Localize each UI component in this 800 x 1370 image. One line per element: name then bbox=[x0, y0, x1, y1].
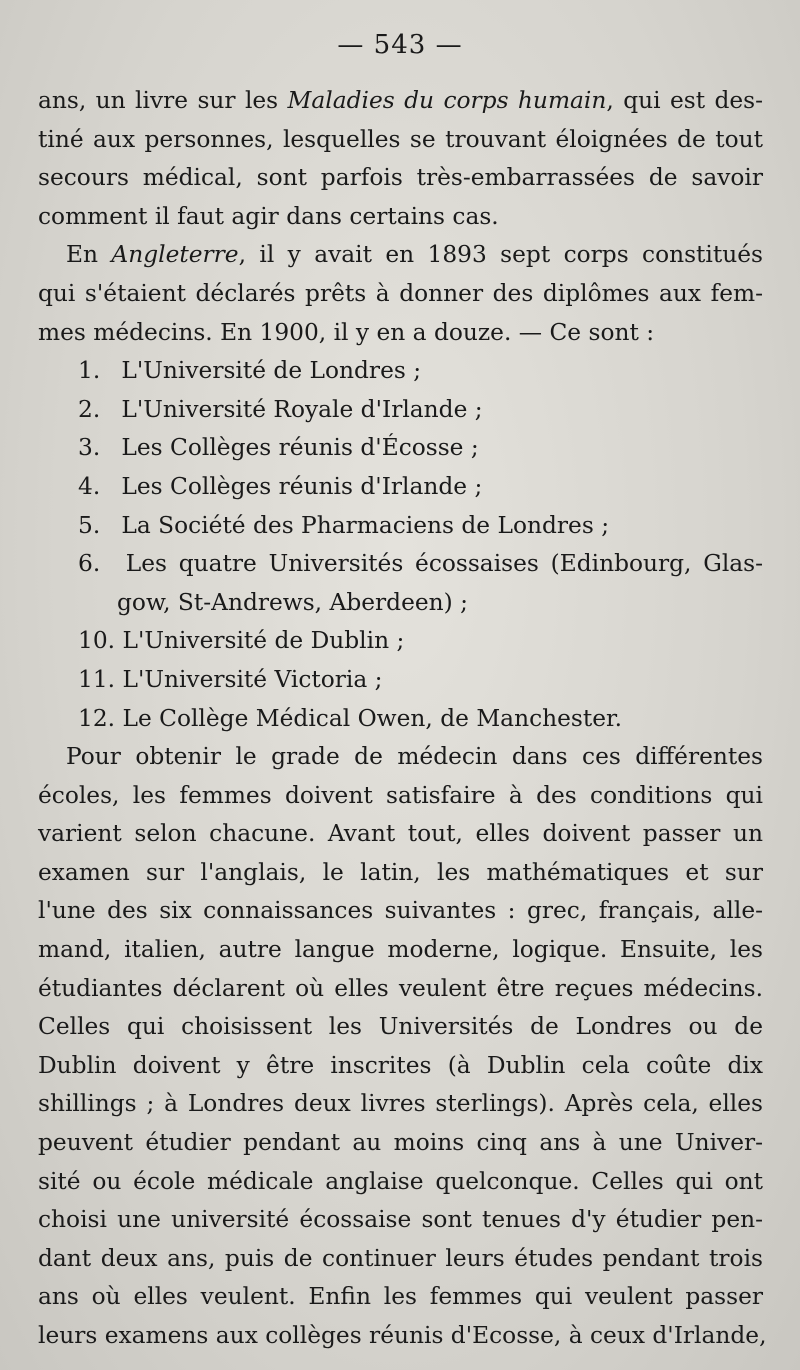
list-item bbox=[38, 700, 763, 739]
list-item bbox=[38, 352, 763, 391]
para3-line-4: examen sur l'anglais, le latin, les mathématiques et sur bbox=[38, 858, 763, 886]
para3-line-11: peuvent étudier pendant au moins cinq ans à une Univer- bbox=[38, 1129, 763, 1157]
para1-line-1 bbox=[38, 82, 763, 121]
para1-line-4: comment il faut agir dans certains cas. bbox=[38, 202, 499, 230]
list-number: 5. bbox=[78, 511, 101, 539]
para3-line-9: Dublin doivent y être inscrites (à Dublin cela coûte dix bbox=[38, 1051, 763, 1079]
list-number: 12. bbox=[78, 704, 116, 732]
list-number: 2. bbox=[78, 395, 101, 423]
book-title-italic: Maladies du corps humain bbox=[287, 87, 607, 114]
page-number: — 543 — bbox=[337, 30, 463, 60]
list-text: La Société des Pharmaciens de Londres ; bbox=[121, 511, 610, 539]
text-fragment: , il y avait en 1893 sept corps constitués bbox=[238, 241, 763, 269]
para3-line-3: varient selon chacune. Avant tout, elles doivent passer un bbox=[38, 820, 763, 848]
para3-line-2: écoles, les femmes doivent satisfaire à des conditions qui bbox=[38, 781, 763, 809]
list-item bbox=[38, 429, 763, 468]
text-fragment: , qui est des- bbox=[606, 87, 763, 114]
list-number: 10. bbox=[78, 627, 116, 655]
list-number: 4. bbox=[78, 472, 101, 500]
para3-line-13: choisi une université écossaise sont tenues d'y étudier pen- bbox=[38, 1206, 763, 1234]
para3-line-6: mand, italien, autre langue moderne, logique. Ensuite, les bbox=[38, 936, 763, 964]
para3-line-5: l'une des six connaissances suivantes : grec, français, alle- bbox=[38, 897, 763, 925]
para3-line-10: shillings ; à Londres deux livres sterlings). Après cela, elles bbox=[38, 1090, 763, 1118]
list-item bbox=[38, 545, 763, 584]
list-number: 6. bbox=[78, 550, 101, 578]
para1-line-3: secours médical, sont parfois très-embarrassées de savoir bbox=[38, 164, 763, 192]
list-text: L'Université Royale d'Irlande ; bbox=[121, 395, 483, 423]
para3-line-14: dant deux ans, puis de continuer leurs études pendant trois bbox=[38, 1244, 763, 1272]
para3-line-7: étudiantes déclarent où elles veulent être reçues médecins. bbox=[38, 974, 763, 1002]
para1-line-2: tiné aux personnes, lesquelles se trouvant éloignées de tout bbox=[38, 125, 763, 153]
list-item bbox=[38, 622, 763, 661]
para3-line-15: ans où elles veulent. Enfin les femmes qui veulent passer bbox=[38, 1283, 763, 1311]
text-fragment: ans, un livre sur les bbox=[38, 87, 288, 114]
list-text: Les quatre Universités écossaises (Edinbourg, Glas- bbox=[125, 550, 764, 578]
para3-line-16: leurs examens aux collèges réunis d'Ecosse, à ceux d'Irlande, bbox=[38, 1322, 767, 1349]
list-text: Le Collège Médical Owen, de Manchester. bbox=[122, 704, 622, 732]
list-text: L'Université de Londres ; bbox=[121, 357, 422, 385]
para3-line-1: Pour obtenir le grade de médecin dans ces différentes bbox=[66, 743, 763, 771]
list-number: 11. bbox=[78, 665, 116, 693]
list-text: Les Collèges réunis d'Écosse ; bbox=[121, 434, 479, 462]
body-text bbox=[38, 82, 767, 1356]
list-text: Les Collèges réunis d'Irlande ; bbox=[121, 472, 483, 500]
list-text: L'Université Victoria ; bbox=[122, 665, 383, 693]
text-fragment: En bbox=[66, 241, 112, 269]
list-number: 1. bbox=[78, 357, 101, 385]
list-number: 3. bbox=[78, 434, 101, 462]
para2-line-2: qui s'étaient déclarés prêts à donner des diplômes aux fem- bbox=[38, 279, 763, 307]
list-item bbox=[38, 507, 763, 546]
country-italic: Angleterre bbox=[111, 241, 239, 269]
list-item-continuation: gow, St-Andrews, Aberdeen) ; bbox=[117, 588, 468, 616]
para3-line-8: Celles qui choisissent les Universités de Londres ou de bbox=[38, 1013, 763, 1041]
list-text: L'Université de Dublin ; bbox=[122, 627, 405, 655]
para3-line-12: sité ou école médicale anglaise quelconque. Celles qui ont bbox=[38, 1167, 763, 1195]
list-item bbox=[38, 661, 763, 700]
list-item bbox=[38, 468, 763, 507]
para2-line-3: mes médecins. En 1900, il y en a douze. — Ce sont : bbox=[38, 318, 655, 346]
para2-line-1 bbox=[38, 236, 763, 275]
list-item bbox=[38, 391, 763, 430]
